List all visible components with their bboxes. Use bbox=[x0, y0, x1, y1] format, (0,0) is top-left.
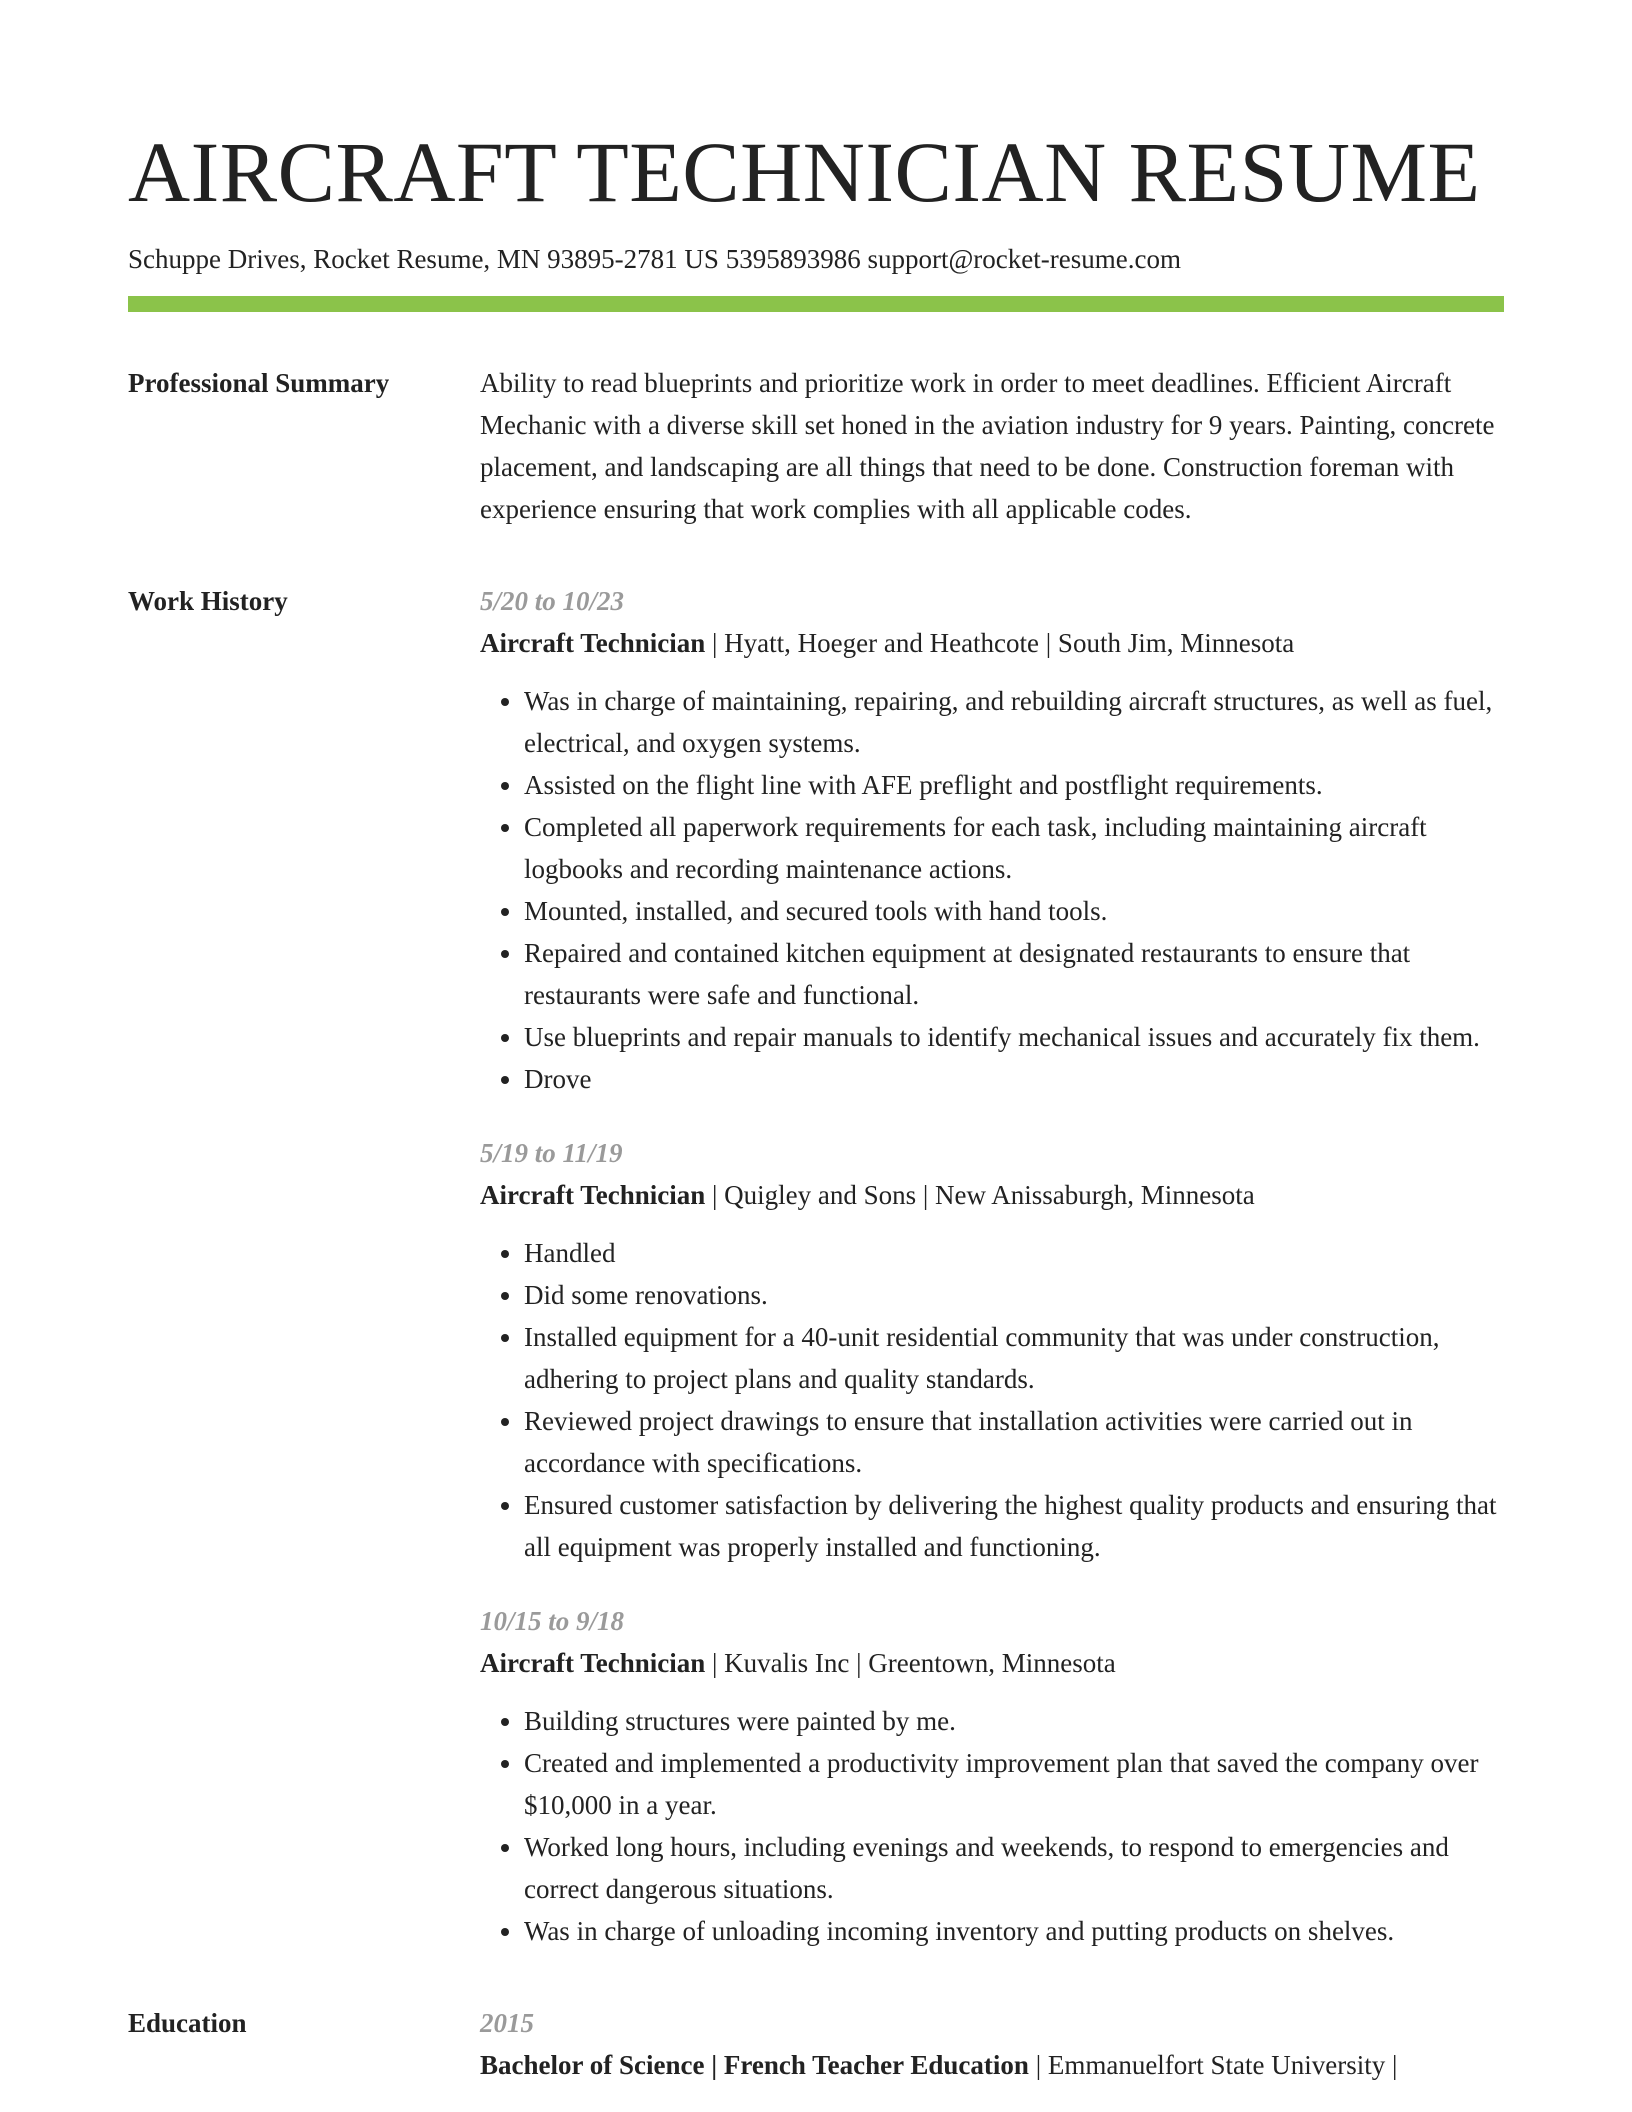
job-title: Aircraft Technician bbox=[480, 1180, 706, 1210]
job-heading bbox=[480, 1174, 1504, 1216]
job-bullet: • Drove bbox=[524, 1058, 1504, 1100]
job-bullet: • Worked long hours, including evenings and weekends, to respond to emergencies and correct dangerous situations. bbox=[524, 1826, 1504, 1910]
job-title: Aircraft Technician bbox=[480, 1648, 706, 1678]
resume-title: AIRCRAFT TECHNICIAN RESUME bbox=[128, 124, 1481, 220]
education-year: 2015 bbox=[480, 2008, 534, 2038]
job-bullet: • Was in charge of maintaining, repairing, and rebuilding aircraft structures, as well as fuel, electrical, and oxygen systems. bbox=[524, 680, 1504, 764]
job-dates: 5/19 to 11/19 bbox=[480, 1138, 623, 1168]
job-heading bbox=[480, 1642, 1504, 1684]
job-bullets bbox=[480, 1700, 1504, 1952]
job-bullet: • Assisted on the flight line with AFE preflight and postflight requirements. bbox=[524, 764, 1504, 806]
job-bullet: • Did some renovations. bbox=[524, 1274, 1504, 1316]
summary-body bbox=[480, 362, 1504, 530]
work-history-label: Work History bbox=[128, 586, 288, 616]
degree-title: Bachelor of Science | French Teacher Education bbox=[480, 2050, 1029, 2080]
job-bullet: • Reviewed project drawings to ensure that installation activities were carried out in accordance with specifications. bbox=[524, 1400, 1504, 1484]
education-heading bbox=[480, 2044, 1504, 2086]
job-details: | Kuvalis Inc | Greentown, Minnesota bbox=[705, 1648, 1116, 1678]
accent-divider bbox=[128, 296, 1504, 312]
summary-label: Professional Summary bbox=[128, 368, 390, 398]
resume-page bbox=[128, 0, 1504, 2086]
job-bullets bbox=[480, 680, 1504, 1100]
job-details: | Quigley and Sons | New Anissaburgh, Minnesota bbox=[705, 1180, 1255, 1210]
work-history-body bbox=[480, 580, 1504, 1952]
job-title: Aircraft Technician bbox=[480, 628, 706, 658]
job-bullet: • Building structures were painted by me. bbox=[524, 1700, 1504, 1742]
education-label: Education bbox=[128, 2008, 247, 2038]
school-details: | Emmanuelfort State University | bbox=[1028, 2050, 1398, 2080]
work-history-section bbox=[128, 580, 1504, 1952]
summary-section bbox=[128, 362, 1504, 530]
job-bullet: • Repaired and contained kitchen equipment at designated restaurants to ensure that restaurants were safe and functional. bbox=[524, 932, 1504, 1016]
job-details: | Hyatt, Hoeger and Heathcote | South Jim, Minnesota bbox=[705, 628, 1295, 658]
job-bullets bbox=[480, 1232, 1504, 1568]
job-bullet: • Handled bbox=[524, 1232, 1504, 1274]
job-bullet: • Completed all paperwork requirements for each task, including maintaining aircraft logbooks and recording maintenance actions. bbox=[524, 806, 1504, 890]
job-entry bbox=[480, 580, 1504, 1100]
job-dates: 10/15 to 9/18 bbox=[480, 1606, 625, 1636]
job-entry bbox=[480, 1132, 1504, 1568]
job-bullet: • Mounted, installed, and secured tools with hand tools. bbox=[524, 890, 1504, 932]
education-body bbox=[480, 2002, 1504, 2086]
job-bullet: • Use blueprints and repair manuals to identify mechanical issues and accurately fix them. bbox=[524, 1016, 1504, 1058]
job-bullet: • Created and implemented a productivity improvement plan that saved the company over $10,000 in a year. bbox=[524, 1742, 1504, 1826]
job-heading bbox=[480, 622, 1504, 664]
education-section bbox=[128, 2002, 1504, 2086]
summary-text: Ability to read blueprints and prioritize work in order to meet deadlines. Efficient Aircraft Mechanic with a diverse skill set honed in the aviation industry for 9 years. Painting, concrete placement, and landscaping are all things that need to be done. Construction foreman with experience ensuring that work complies with all applicable codes. bbox=[480, 368, 1495, 524]
job-bullet: • Installed equipment for a 40-unit residential community that was under construction, adhering to project plans and quality standards. bbox=[524, 1316, 1504, 1400]
job-bullet: • Was in charge of unloading incoming inventory and putting products on shelves. bbox=[524, 1910, 1504, 1952]
contact-line: Schuppe Drives, Rocket Resume, MN 93895-2781 US 5395893986 support@rocket-resume.com bbox=[128, 244, 1181, 274]
job-bullet: • Ensured customer satisfaction by delivering the highest quality products and ensuring that all equipment was properly installed and functioning. bbox=[524, 1484, 1504, 1568]
job-entry bbox=[480, 1600, 1504, 1952]
job-dates: 5/20 to 10/23 bbox=[480, 586, 625, 616]
